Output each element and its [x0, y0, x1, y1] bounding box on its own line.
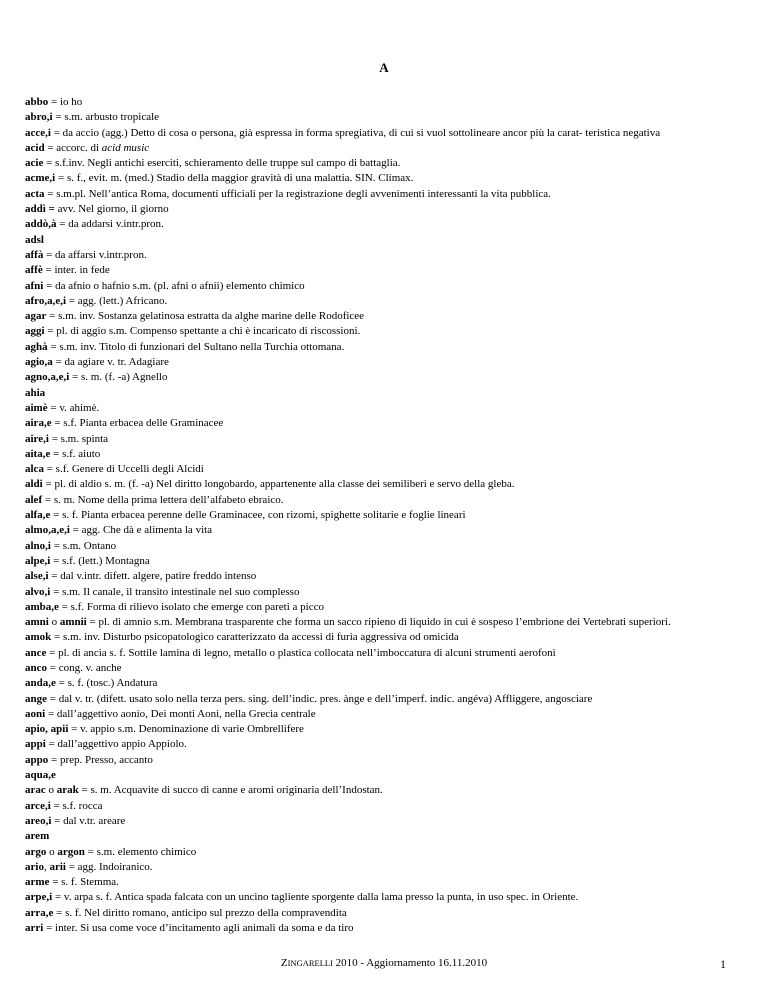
entry-definition: da agiare v. tr. Adagiare [64, 356, 169, 369]
entry-headword: affè [25, 264, 43, 277]
dictionary-entry [25, 202, 750, 217]
entry-definition: cong. v. anche [58, 661, 122, 674]
entry-separator: = [56, 218, 69, 231]
entry-separator: = [50, 554, 63, 567]
entry-definition: pl. di ancia s. f. Sottile lamina di legno, metallo o plastica collocata nell’imboccatura di alcuni strumenti aerofoni [58, 646, 556, 659]
dictionary-entry [25, 447, 750, 462]
dictionary-entry [25, 875, 750, 890]
dictionary-entry [25, 508, 750, 523]
dictionary-entry [25, 126, 750, 141]
dictionary-entry [25, 401, 750, 416]
entry-separator: = [42, 493, 54, 506]
entry-separator: = [48, 753, 60, 766]
entry-separator: = [69, 524, 82, 537]
entry-separator: = [46, 310, 59, 323]
entry-separator: = [52, 891, 64, 904]
entry-definition: agg. (lett.) Africano. [77, 294, 168, 307]
entry-headword: agio,a [25, 356, 53, 369]
entry-definition: s.m. Ontano [62, 539, 117, 552]
entry-definition: accorc. di [56, 141, 102, 154]
entry-headword: alvo,i [25, 585, 51, 598]
entry-list [25, 95, 750, 936]
entry-separator: = [50, 126, 63, 139]
entry-headword: apio, apii [25, 723, 69, 736]
entry-separator: = [44, 141, 57, 154]
entry-headword: alno,i [25, 539, 51, 552]
entry-definition: dal v.tr. areare [63, 814, 126, 827]
entry-definition: agg. Che dà e alimenta la vita [81, 524, 213, 537]
entry-headword: acie [25, 157, 44, 170]
dictionary-entry [25, 187, 750, 202]
entry-headword: addò,à [25, 218, 57, 231]
entry-separator: = [69, 371, 82, 384]
entry-definition: pl. di aggio s.m. Compenso spettante a chi è incaricato di riscossioni. [56, 325, 361, 338]
entry-headword: agar [25, 310, 47, 323]
entry-definition: s.f.inv. Negli antichi eserciti, schieramento delle truppe sul campo di battaglia. [55, 157, 401, 170]
entry-headword: arme [25, 876, 50, 889]
dictionary-entry [25, 890, 750, 905]
page-number: 1 [720, 957, 726, 971]
dictionary-entry [25, 676, 750, 691]
entry-headword: arce,i [25, 799, 51, 812]
entry-definition: da accio (agg.) Detto di cosa o persona, già espressa in forma spregiativa, di cui si vuol sottolineare ancor più la carat- teristica negativa [62, 126, 661, 139]
entry-definition: v. ahimè. [59, 401, 100, 414]
entry-headword: aire,i [25, 432, 49, 445]
entry-headword: aghà [25, 340, 48, 353]
dictionary-entry [25, 783, 750, 798]
entry-definition: s. f. (tosc.) Andatura [67, 677, 158, 690]
entry-definition: s. f. Pianta erbacea perenne delle Graminacee, con rizomi, spighette solitarie e foglie lineari [62, 509, 466, 522]
entry-definition: avv. Nel giorno, il giorno [57, 203, 169, 216]
dictionary-entry [25, 309, 750, 324]
entry-headword: arem [25, 830, 50, 843]
dictionary-entry [25, 768, 750, 783]
dictionary-entry [25, 156, 750, 171]
entry-definition: s.m. Il canale, il transito intestinale nel suo complesso [62, 585, 300, 598]
entry-headword-variant: arak [56, 784, 79, 797]
dictionary-entry [25, 294, 750, 309]
entry-headword: abbo [25, 96, 49, 108]
dictionary-entry [25, 814, 750, 829]
dictionary-entry [25, 279, 750, 294]
entry-definition: s. m. (f. -a) Agnello [81, 371, 168, 384]
dictionary-entry [25, 141, 750, 156]
dictionary-entry [25, 799, 750, 814]
entry-definition: dal v.intr. difett. algere, patire freddo intenso [60, 570, 257, 583]
entry-definition: s. f. Stemma. [61, 876, 119, 889]
entry-definition: da afnio o hafnio s.m. (pl. afni o afnii) elemento chimico [55, 279, 305, 292]
entry-separator: = [43, 922, 56, 935]
dictionary-entry [25, 477, 750, 492]
entry-separator: = [46, 646, 59, 659]
entry-headword: alse,i [25, 570, 49, 583]
dictionary-entry [25, 860, 750, 875]
entry-headword: aira,e [25, 417, 52, 430]
dictionary-entry [25, 707, 750, 722]
entry-separator: = [44, 187, 57, 200]
entry-definition: s. m. Nome della prima lettera dell’alfabeto ebraico. [53, 493, 284, 506]
entry-definition: da affarsi v.intr.pron. [55, 248, 147, 261]
entry-separator: = [49, 876, 62, 889]
entry-separator: o [45, 784, 57, 797]
entry-headword: argo [25, 845, 47, 858]
entry-headword: ahia [25, 386, 46, 399]
footer-update: 2010 - Aggiornamento 16.11.2010 [332, 957, 488, 969]
entry-separator: = [48, 96, 60, 108]
dictionary-entry [25, 615, 750, 630]
entry-separator: = [43, 463, 56, 476]
entry-headword: adsl [25, 233, 44, 246]
dictionary-entry [25, 324, 750, 339]
entry-definition: s.f. Forma di rilievo isolato che emerge con pareti a picco [70, 600, 324, 613]
entry-separator: = [43, 157, 56, 170]
entry-separator: = [50, 585, 63, 598]
entry-definition: s.m. spinta [60, 432, 109, 445]
entry-headword: arra,e [25, 906, 54, 919]
dictionary-entry [25, 386, 750, 401]
entry-headword: amni [25, 616, 49, 629]
entry-headword: afni [25, 279, 44, 292]
dictionary-entry [25, 217, 750, 232]
dictionary-entry [25, 355, 750, 370]
entry-separator: = [45, 707, 57, 720]
entry-headword-variant: amnii [59, 616, 87, 629]
entry-separator: , [43, 860, 50, 873]
entry-headword: acme,i [25, 172, 56, 185]
entry-headword: alfa,e [25, 509, 51, 522]
entry-headword: aldi [25, 478, 43, 491]
entry-headword: ance [25, 646, 47, 659]
entry-headword: ario [25, 860, 44, 873]
entry-separator: = [53, 906, 66, 919]
entry-separator: = [84, 845, 97, 858]
dictionary-entry [25, 845, 750, 860]
entry-headword: almo,a,e,i [25, 524, 70, 537]
dictionary-entry [25, 416, 750, 431]
entry-definition: s.m. elemento chimico [96, 845, 197, 858]
dictionary-entry [25, 263, 750, 278]
entry-separator: = [45, 738, 58, 751]
page-footer [0, 957, 768, 973]
dictionary-entry [25, 722, 750, 737]
dictionary-entry [25, 95, 750, 110]
dictionary-entry [25, 493, 750, 508]
entry-definition: s. f., evit. m. (med.) Stadio della maggior gravità di una malattia. SIN. Climax. [66, 172, 414, 185]
dictionary-entry [25, 600, 750, 615]
entry-definition: agg. Indoiranico. [77, 860, 153, 873]
entry-separator: = [42, 264, 55, 277]
entry-headword: anda,e [25, 677, 56, 690]
entry-headword: abro,i [25, 111, 53, 124]
dictionary-entry [25, 523, 750, 538]
entry-headword: arac [25, 784, 46, 797]
entry-definition: s.m. inv. Sostanza gelatinosa estratta da alghe marine delle Rodoficee [58, 310, 365, 323]
dictionary-entry [25, 554, 750, 569]
entry-headword: arri [25, 922, 44, 935]
entry-separator: = [47, 692, 59, 705]
entry-definition: s. f. Nel diritto romano, anticipo sul prezzo della compravendita [65, 906, 347, 919]
entry-definition: s.f. (lett.) Montagna [62, 554, 150, 567]
entry-definition: io ho [59, 96, 83, 108]
entry-separator: = [78, 784, 91, 797]
dictionary-entry [25, 340, 750, 355]
entry-separator: = [51, 814, 64, 827]
entry-definition: s.m. inv. Disturbo psicopatologico caratterizzato da accessi di furia aggressiva od omicida [63, 631, 459, 644]
dictionary-entry [25, 110, 750, 125]
entry-definition: s.f. Genere di Uccelli degli Alcidi [55, 463, 204, 476]
entry-separator: = [58, 600, 71, 613]
entry-definition: s.f. rocca [62, 799, 103, 812]
entry-separator: = [44, 325, 57, 338]
entry-headword: appi [25, 738, 46, 751]
dictionary-entry [25, 248, 750, 263]
entry-definition: pl. di aldio s. m. (f. -a) Nel diritto longobardo, appartenente alla classe dei semiliberi e servo della gleba. [54, 478, 515, 491]
entry-separator: = [50, 509, 63, 522]
entry-definition: dall’aggettivo appio Appiolo. [57, 738, 187, 751]
entry-separator: = [50, 799, 63, 812]
entry-headword: addì = [25, 203, 55, 216]
entry-headword: agno,a,e,i [25, 371, 70, 384]
entry-definition: dall’aggettivo aonio, Dei monti Aoni, nella Grecia centrale [56, 707, 316, 720]
entry-separator: = [55, 677, 68, 690]
dictionary-entry [25, 753, 750, 768]
entry-separator: o [48, 616, 60, 629]
entry-separator: = [50, 447, 63, 460]
entry-definition: da addarsi v.intr.pron. [68, 218, 164, 231]
entry-headword: ange [25, 692, 47, 705]
dictionary-entry [25, 630, 750, 645]
entry-headword: amba,e [25, 600, 59, 613]
entry-headword: amok [25, 631, 52, 644]
entry-definition-italic: acid music [101, 141, 150, 154]
dictionary-entry [25, 370, 750, 385]
footer-brand-initial: Z [280, 957, 288, 969]
entry-separator: = [52, 356, 65, 369]
entry-separator: = [50, 539, 63, 552]
entry-definition: inter. Si usa come voce d’incitamento agli animali da soma e da tiro [55, 922, 354, 935]
entry-headword: alpe,i [25, 554, 51, 567]
dictionary-entry [25, 462, 750, 477]
entry-headword: acta [25, 187, 45, 200]
entry-definition: s.f. Pianta erbacea delle Graminacee [63, 417, 224, 430]
entry-separator: = [55, 172, 67, 185]
entry-separator: = [48, 432, 61, 445]
entry-definition: dal v. tr. (difett. usato solo nella terza pers. sing. dell’indic. pres. ànge e dell’imperf. indic. angéva) Affliggere, angosciare [58, 692, 593, 705]
entry-headword: aimè [25, 401, 48, 414]
dictionary-entry [25, 829, 750, 844]
entry-headword: afro,a,e,i [25, 294, 67, 307]
dictionary-entry [25, 646, 750, 661]
footer-text [0, 957, 768, 969]
entry-headword: aggi [25, 325, 45, 338]
entry-separator: = [51, 417, 64, 430]
entry-headword: anco [25, 661, 47, 674]
entry-headword: affà [25, 248, 44, 261]
entry-definition: s.f. aiuto [62, 447, 101, 460]
dictionary-entry [25, 906, 750, 921]
entry-separator: = [47, 340, 60, 353]
dictionary-entry [25, 171, 750, 186]
entry-definition: pl. di amnio s.m. Membrana trasparente che forma un sacco ripieno di liquido in cui è sospeso l’embrione dei Vertebrati superiori. [98, 616, 671, 629]
entry-separator: = [47, 661, 59, 674]
dictionary-entry [25, 432, 750, 447]
dictionary-entry [25, 692, 750, 707]
entry-headword: alca [25, 463, 44, 476]
entry-headword: alef [25, 493, 43, 506]
dictionary-entry [25, 737, 750, 752]
dictionary-entry [25, 569, 750, 584]
entry-definition: inter. in fede [54, 264, 110, 277]
footer-brand-rest: INGARELLI [287, 958, 333, 968]
entry-definition: s.m. inv. Titolo di funzionari del Sultano nella Turchia ottomana. [59, 340, 345, 353]
entry-definition: v. appio s.m. Denominazione di varie Ombrellifere [80, 723, 304, 736]
dictionary-entry [25, 585, 750, 600]
entry-headword: appo [25, 753, 49, 766]
entry-separator: = [68, 723, 81, 736]
entry-separator: = [66, 294, 78, 307]
entry-definition: s.m. arbusto tropicale [64, 111, 160, 124]
entry-definition: s.m.pl. Nell’antica Roma, documenti ufficiali per la registrazione degli avvenimenti interessanti la vita pubblica. [56, 187, 551, 200]
entry-definition: prep. Presso, accanto [59, 753, 153, 766]
entry-headword: acid [25, 141, 45, 154]
entry-separator: = [43, 279, 56, 292]
entry-separator: = [86, 616, 99, 629]
entry-separator: = [52, 111, 65, 124]
entry-headword-variant: argon [57, 845, 85, 858]
page-title: A [379, 60, 389, 75]
entry-headword-variant: arii [49, 860, 66, 873]
dictionary-entry [25, 921, 750, 936]
entry-headword: aita,e [25, 447, 51, 460]
entry-separator: = [65, 860, 78, 873]
entry-definition: s. m. Acquavite di succo di canne e aromi originaria dell’Indostan. [90, 784, 383, 797]
entry-separator: = [42, 478, 55, 491]
dictionary-entry [25, 539, 750, 554]
dictionary-entry [25, 661, 750, 676]
entry-definition: v. arpa s. f. Antica spada falcata con un uncino tagliente sporgente dalla lama presso la punta, in uso spec. in Oriente. [63, 891, 579, 904]
entry-headword: areo,i [25, 814, 52, 827]
entry-headword: arpe,i [25, 891, 53, 904]
dictionary-entry [25, 233, 750, 248]
entry-separator: o [46, 845, 58, 858]
entry-separator: = [48, 570, 61, 583]
entry-headword: aoni [25, 707, 46, 720]
entry-separator: = [43, 248, 56, 261]
entry-headword: acce,i [25, 126, 51, 139]
entry-headword: aqua,e [25, 769, 56, 782]
entry-separator: = [47, 401, 60, 414]
entry-separator: = [51, 631, 63, 644]
